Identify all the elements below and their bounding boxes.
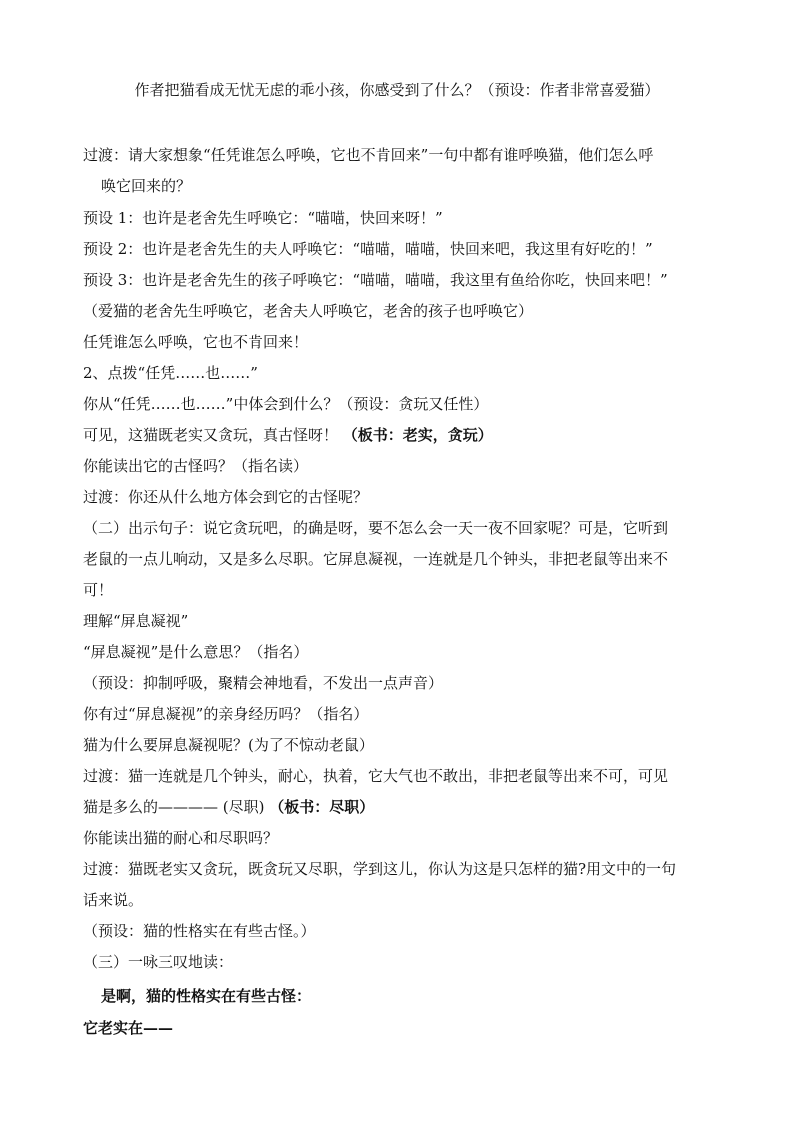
transition-paragraph: 过渡：猫一连就是几个钟头，耐心，执着，它大气也不敢出，非把老鼠等出来不可，可见 (83, 767, 669, 785)
read-prompt: 你能读出它的古怪吗？（指名读） (83, 457, 309, 475)
transition-paragraph: 过渡：请大家想象“任凭谁怎么呼唤，它也不肯回来”一句中都有谁呼唤猫，他们怎么呼 (83, 146, 654, 164)
section-paragraph: （二）出示句子：说它贪玩吧，的确是呀，要不怎么会一天一夜不回家呢？可是，它听到 (83, 519, 669, 537)
conclusion-line (83, 425, 493, 445)
preset-3: 预设 3：也许是老舍先生的孩子呼唤它：“喵喵，喵喵，我这里有鱼给你吃，快回来吧！” (83, 271, 668, 289)
transition-paragraph-continuation: 话来说。 (83, 891, 144, 909)
section-paragraph-end: 可！ (83, 581, 114, 599)
experience-question: 你有过“屏息凝视”的亲身经历吗？（指名） (83, 705, 369, 723)
conclusion-text: 可见，这猫既老实又贪玩，真古怪呀！ (83, 426, 339, 444)
parenthetical-summary: （爱猫的老舍先生呼唤它，老舍夫人呼唤它，老舍的孩子也呼唤它） (83, 302, 534, 320)
transition-paragraph: 过渡：猫既老实又贪玩，既贪玩又尽职，学到这儿，你认为这是只怎样的猫?用文中的一句 (83, 860, 677, 878)
section-paragraph-continuation: 老鼠的一点儿响动，又是多么尽职。它屏息凝视，一连就是几个钟头，非把老鼠等出来不 (83, 550, 669, 568)
meaning-preset: （预设：抑制呼吸，聚精会神地看，不发出一点声音） (83, 674, 444, 692)
bold-opening: 它老实在—— (83, 1019, 174, 1037)
transition-paragraph-continuation: 唤它回来的？ (101, 177, 192, 195)
question-line: 作者把猫看成无忧无虑的乖小孩，你感受到了什么？（预设：作者非常喜爱猫） (134, 81, 660, 99)
board-note: （板书：老实，贪玩） (342, 426, 493, 444)
read-prompt: 你能读出猫的耐心和尽职吗？ (83, 829, 279, 847)
statement-line: 任凭谁怎么呼唤，它也不肯回来！ (83, 333, 309, 351)
transition-line: 过渡：你还从什么地方体会到它的古怪呢？ (83, 488, 369, 506)
duty-text: 猫是多么的———— (尽职) (83, 798, 265, 816)
section-heading-3: （三）一咏三叹地读： (83, 953, 234, 971)
preset-2: 预设 2：也许是老舍先生的夫人呼唤它：“喵喵，喵喵，快回来吧，我这里有好吃的！” (83, 240, 653, 258)
understanding-heading: 理解“屏息凝视” (83, 612, 189, 630)
duty-line (83, 797, 374, 817)
character-preset: （预设：猫的性格实在有些古怪。） (83, 922, 316, 940)
reason-question: 猫为什么要屏息凝视呢？(为了不惊动老鼠） (83, 736, 374, 754)
question-line: 你从“任凭……也……”中体会到什么？（预设：贪玩又任性） (83, 395, 489, 413)
section-heading-2: 2、点拨“任凭……也……” (83, 364, 258, 382)
bold-conclusion: 是啊，猫的性格实在有些古怪： (101, 987, 312, 1005)
meaning-question: “屏息凝视”是什么意思？（指名） (83, 643, 309, 661)
preset-1: 预设 1：也许是老舍先生呼唤它：“喵喵，快回来呀！” (83, 209, 443, 227)
board-note: （板书：尽职） (269, 798, 375, 816)
